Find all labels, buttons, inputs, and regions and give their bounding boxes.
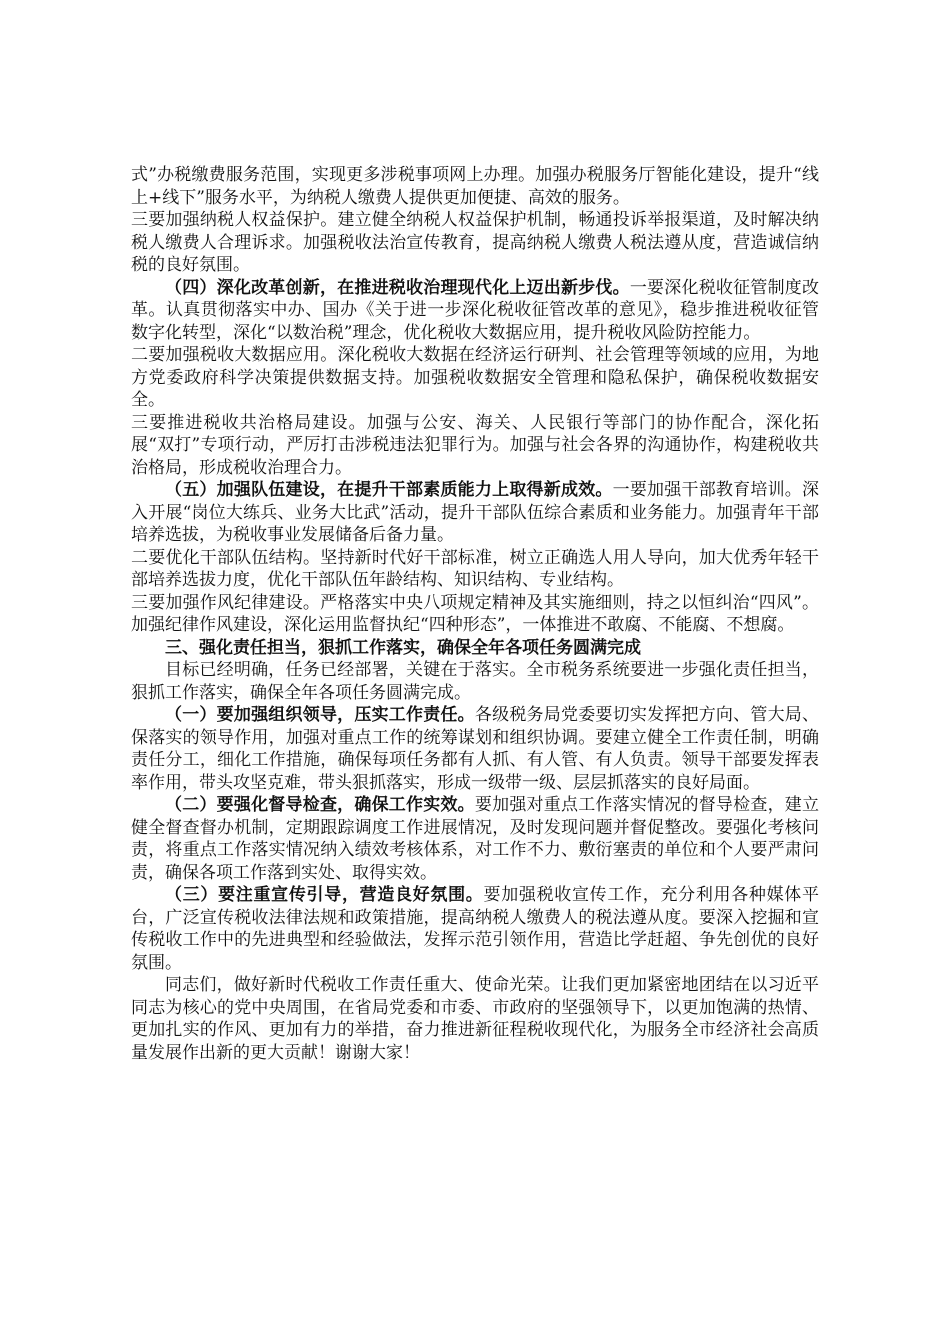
paragraph-text: 三要加强作风纪律建设。严格落实中央八项规定精神及其实施细则，持之以恒纠治“四风”。加强纪律作风建设，深化运用监督执纪“四种形态”，一体推进不敢腐、不能腐、不想腐。 [131, 592, 819, 635]
section-subheading: （三）要注重宣传引导，营造良好氛围。 [165, 885, 484, 905]
paragraph-text: 同志们，做好新时代税收工作责任重大、使命光荣。让我们更加紧密地团结在以习近平同志为核心的党中央周围，在省局党委和市委、市政府的坚强领导下，以更加饱满的热情、更加扎实的作风、更加有力的举措，奋力推进新征程税收现代化，为服务全市经济社会高质量发展作出新的更大贡献！谢谢大家！ [131, 975, 819, 1063]
section-subheading: （四）深化改革创新，在推进税收治理现代化上迈出新步伐。 [165, 277, 630, 298]
paragraph-team-structure [131, 547, 819, 592]
paragraph-team-building [131, 479, 819, 547]
paragraph-text: 目标已经明确，任务已经部署，关键在于落实。全市税务系统要进一步强化责任担当，狠抓工作落实，确保全年各项任务圆满完成。 [131, 660, 819, 703]
paragraph-leadership [131, 704, 819, 794]
paragraph-discipline [131, 592, 819, 637]
paragraph-text: 三要推进税收共治格局建设。加强与公安、海关、人民银行等部门的协作配合，深化拓展“双打”专项行动，严厉打击涉税违法犯罪行为。加强与社会各界的沟通协作，构建税收共治格局，形成税收治理合力。 [131, 412, 819, 478]
paragraph-co-governance [131, 412, 819, 480]
paragraph-text: 二要优化干部队伍结构。坚持新时代好干部标准，树立正确选人用人导向，加大优秀年轻干部培养选拔力度，优化干部队伍年龄结构、知识结构、专业结构。 [131, 547, 819, 590]
paragraph-service-scope [131, 164, 819, 209]
section-subheading: （五）加强队伍建设，在提升干部素质能力上取得新成效。 [165, 480, 613, 500]
paragraph-supervision [131, 794, 819, 884]
paragraph-text: 一要加强干部教育培训。深入开展“岗位大练兵、业务大比武”活动，提升干部队伍综合素质和业务能力。加强青年干部培养选拔，为税收事业发展储备后备力量。 [131, 480, 820, 545]
paragraph-text: 二要加强税收大数据应用。深化税收大数据在经济运行研判、社会管理等领域的应用，为地方党委政府科学决策提供数据支持。加强税收数据安全管理和隐私保护，确保税收数据安全。 [131, 345, 819, 410]
paragraph-publicity [131, 884, 819, 974]
paragraph-closing [131, 974, 819, 1064]
paragraph-implementation [131, 659, 819, 704]
section-heading [131, 637, 819, 660]
section-subheading: （二）要强化督导检查，确保工作实效。 [165, 795, 475, 815]
paragraph-text: 一要深化税收征管制度改革。认真贯彻落实中办、国办《关于进一步深化税收征管改革的意见》，稳步推进税收征管数字化转型，深化“以数治税”理念，优化税收大数据应用，提升税收风险防控能力。 [131, 277, 820, 343]
section-subheading: （一）要加强组织领导，压实工作责任。 [165, 705, 475, 725]
document-body [131, 164, 819, 1064]
paragraph-taxpayer-rights [131, 209, 819, 277]
section-heading-text: 三、强化责任担当，狠抓工作落实，确保全年各项任务圆满完成 [165, 637, 641, 658]
paragraph-big-data [131, 344, 819, 412]
paragraph-reform-innovation [131, 277, 819, 345]
paragraph-text: 要加强对重点工作落实情况的督导检查，建立健全督查督办机制，定期跟踪调度工作进展情况，及时发现问题并督促整改。要强化考核问责，将重点工作落实情况纳入绩效考核体系，对工作不力、敷衍塞责的单位和个人要严肃问责，确保各项工作落到实处、取得实效。 [131, 795, 820, 883]
paragraph-text: 式”办税缴费服务范围，实现更多涉税事项网上办理。加强办税服务厅智能化建设，提升“线上+线下”服务水平，为纳税人缴费人提供更加便捷、高效的服务。 [131, 165, 819, 208]
paragraph-text: 各级税务局党委要切实发挥把方向、管大局、保落实的领导作用，加强对重点工作的统筹谋划和组织协调。要建立健全工作责任制，明确责任分工，细化工作措施，确保每项任务都有人抓、有人管、有人负责。领导干部要发挥表率作用，带头攻坚克难，带头狠抓落实，形成一级带一级、层层抓落实的良好局面。 [131, 705, 820, 793]
paragraph-text: 三要加强纳税人权益保护。建立健全纳税人权益保护机制，畅通投诉举报渠道，及时解决纳税人缴费人合理诉求。加强税收法治宣传教育，提高纳税人缴费人税法遵从度，营造诚信纳税的良好氛围。 [131, 210, 819, 275]
paragraph-text: 要加强税收宣传工作，充分利用各种媒体平台，广泛宣传税收法律法规和政策措施，提高纳税人缴费人的税法遵从度。要深入挖掘和宣传税收工作中的先进典型和经验做法，发挥示范引领作用，营造比学赶超、争先创优的良好氛围。 [131, 885, 819, 973]
